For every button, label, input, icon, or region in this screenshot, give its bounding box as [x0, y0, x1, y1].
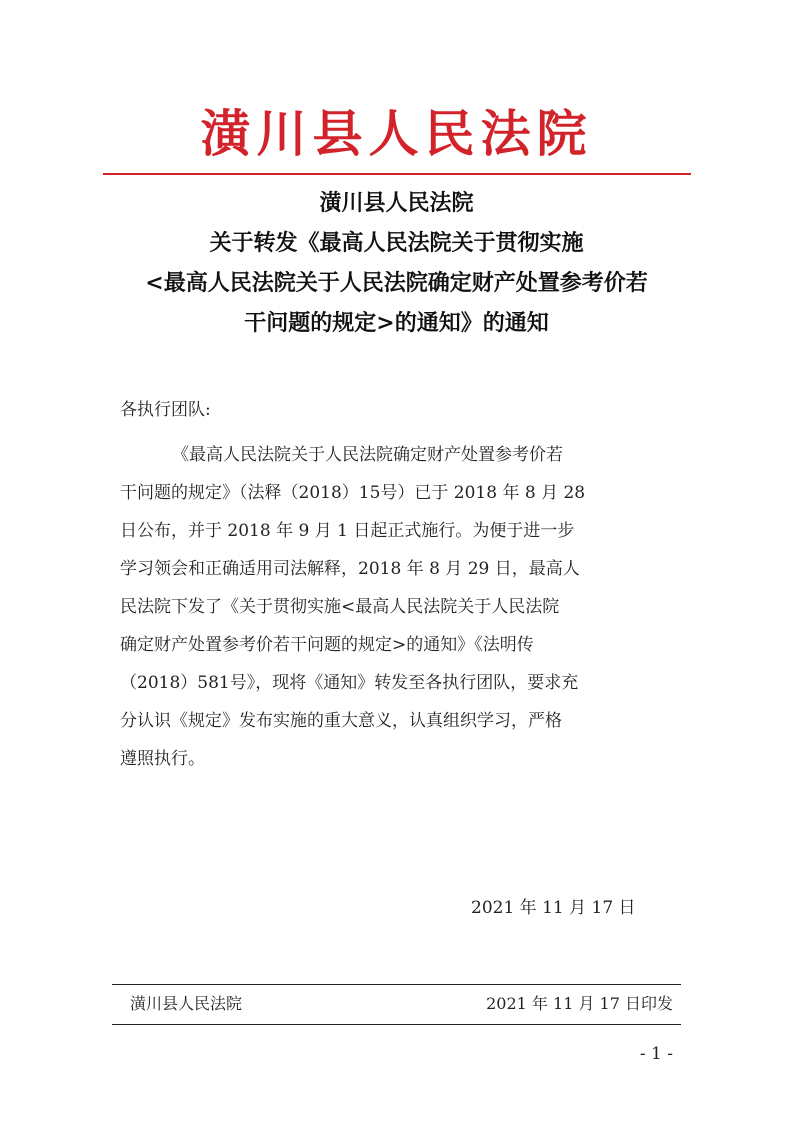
title-line: 关于转发《最高人民法院关于贯彻实施: [209, 230, 584, 256]
body-line: 遵照执行。: [120, 749, 205, 769]
body-line: 干问题的规定》（法释（2018）15号）已于 2018 年 8 月 28: [120, 483, 586, 503]
body-line: （2018）581号》，现将《通知》转发至各执行团队，要求充: [120, 673, 579, 693]
body-line: 日公布，并于 2018 年 9 月 1 日起正式施行。为便于进一步: [120, 521, 575, 541]
footer-issued-date: 2021 年 11 月 17 日印发: [486, 994, 673, 1013]
title-line: <最高人民法院关于人民法院确定财产处置参考价若: [145, 270, 648, 296]
body-line: 分认识《规定》发布实施的重大意义，认真组织学习，严格: [120, 711, 562, 731]
title-line: 干问题的规定>的通知》的通知: [244, 310, 549, 336]
body-line: 民法院下发了《关于贯彻实施<最高人民法院关于人民法院: [120, 597, 560, 617]
body-line: 确定财产处置参考价若干问题的规定>的通知》《法明传: [120, 635, 534, 655]
document-title: [100, 183, 693, 343]
footer-top-rule: [112, 984, 681, 985]
page-number: - 1 -: [639, 1044, 673, 1064]
body-paragraph: [120, 436, 673, 778]
body-line: 《最高人民法院关于人民法院确定财产处置参考价若: [172, 445, 563, 465]
signature-date: 2021 年 11 月 17 日: [471, 898, 636, 918]
body-line: 学习领会和正确适用司法解释，2018 年 8 月 29 日，最高人: [120, 559, 580, 579]
footer-bottom-rule: [112, 1024, 681, 1025]
masthead-divider: [103, 173, 691, 175]
footer-issuer: 潢川县人民法院: [130, 994, 243, 1013]
title-line: 潢川县人民法院: [319, 190, 474, 216]
masthead-org-name: 潢川县人民法院: [200, 104, 593, 163]
salutation: 各执行团队:: [120, 400, 211, 420]
